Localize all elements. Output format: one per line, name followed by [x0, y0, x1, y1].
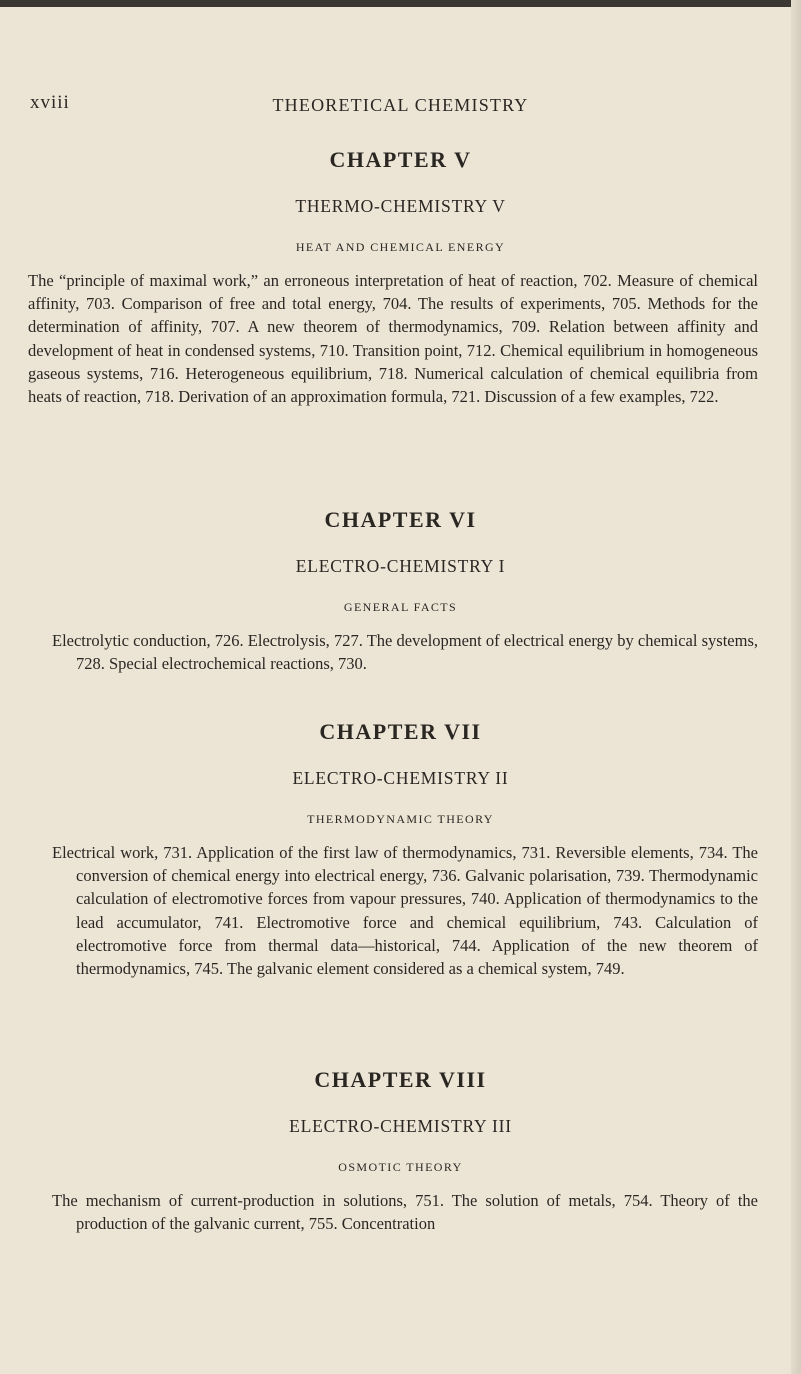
running-title: THEORETICAL CHEMISTRY	[272, 95, 529, 115]
chapter-subtitle: THERMODYNAMIC THEORY	[307, 812, 494, 826]
chapter-heading: CHAPTER VIII	[314, 1067, 487, 1092]
chapter-title: ELECTRO-CHEMISTRY II	[292, 768, 509, 788]
chapter-title: THERMO-CHEMISTRY V	[295, 196, 506, 216]
chapter-vi	[0, 507, 801, 675]
chapter-summary: Electrical work, 731. Application of the first law of thermodynamics, 731. Reversible elements, 734. The conversion of chemical energy into electrical energy, 736. Galvanic polarisation, 739. Thermodynamic calculation of electromotive forces from vapour pressures, 740. Application of thermodynamics to the lead accumulator, 741. Electromotive force and chemical equilibrium, 743. Calculation of electromotive force from thermal data—historical, 744. Application of the new theorem of thermodynamics, 745. The galvanic element considered as a chemical system, 749.	[52, 843, 758, 979]
chapter-subtitle: GENERAL FACTS	[343, 600, 458, 614]
chapter-v	[0, 147, 801, 408]
chapter-title: ELECTRO-CHEMISTRY I	[295, 556, 506, 576]
chapter-subtitle: OSMOTIC THEORY	[338, 1160, 463, 1174]
chapter-heading: CHAPTER V	[329, 147, 472, 172]
chapter-summary: The mechanism of current-production in solutions, 751. The solution of metals, 754. Theory of the production of the galvanic current, 755. Concentration	[52, 1191, 758, 1234]
chapter-title: ELECTRO-CHEMISTRY III	[289, 1116, 512, 1136]
chapter-summary: The “principle of maximal work,” an erroneous interpretation of heat of reaction, 702. Measure of chemical affinity, 703. Comparison of free and total energy, 704. The results of experiments, 705. Methods for the determination of affinity, 707. A new theorem of thermodynamics, 709. Relation between affinity and development of heat in condensed systems, 710. Transition point, 712. Chemical equilibrium in homogeneous gaseous systems, 716. Heterogeneous equilibrium, 718. Numerical calculation of chemical equilibria from heats of reaction, 718. Derivation of an approximation formula, 721. Discussion of a few examples, 722.	[28, 271, 758, 407]
page-top-shadow	[0, 0, 801, 7]
chapter-heading: CHAPTER VII	[319, 719, 482, 744]
page-number: xviii	[30, 92, 70, 113]
chapter-vii	[0, 719, 801, 980]
chapter-heading: CHAPTER VI	[324, 507, 477, 532]
chapter-viii	[0, 1067, 801, 1235]
chapter-subtitle: HEAT AND CHEMICAL ENERGY	[295, 240, 506, 254]
chapter-summary: Electrolytic conduction, 726. Electrolysis, 727. The development of electrical energy by chemical systems, 728. Special electrochemical reactions, 730.	[52, 631, 758, 674]
